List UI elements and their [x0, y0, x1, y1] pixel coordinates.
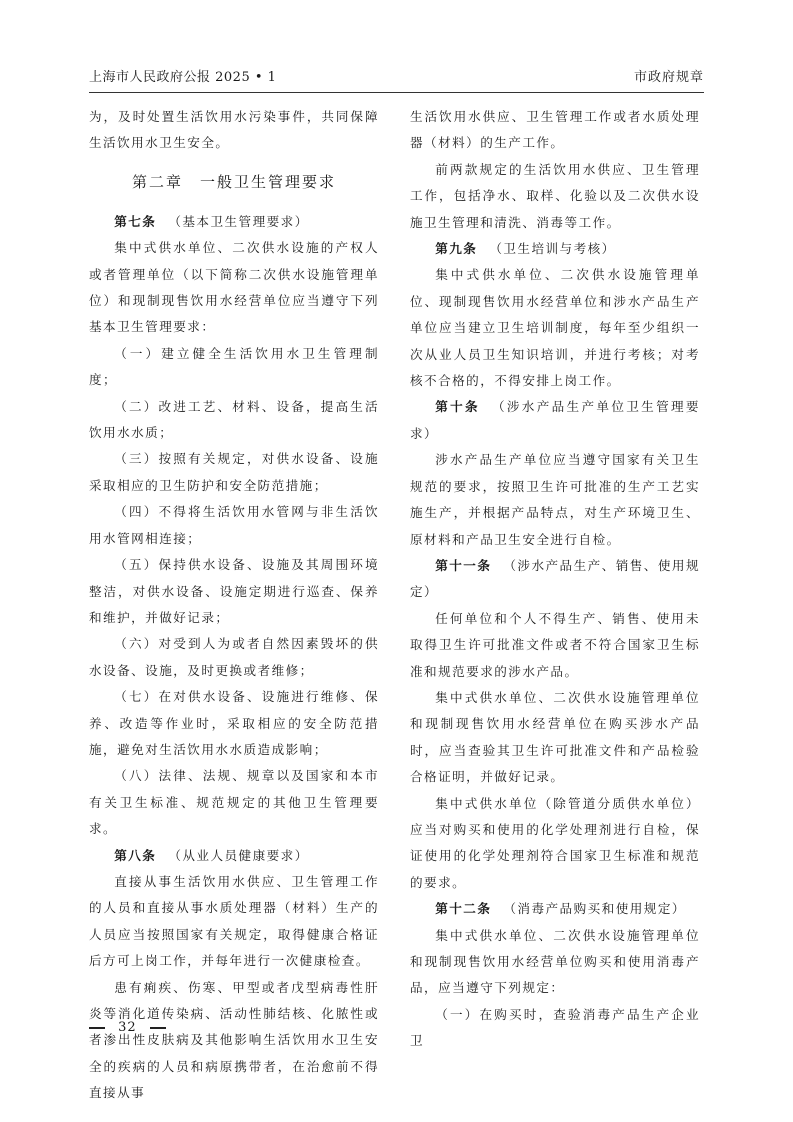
- list-item: （三）按照有关规定，对供水设备、设施采取相应的卫生防护和安全防范措施；: [89, 451, 379, 493]
- continued-paragraph: 为，及时处置生活饮用水污染事件，共同保障生活饮用水卫生安全。: [89, 109, 379, 151]
- article-number: 第十条: [435, 399, 480, 415]
- list-item: （一）建立健全生活饮用水卫生管理制度；: [89, 345, 379, 388]
- article-heading: [89, 209, 379, 235]
- footer-dash: [150, 1027, 166, 1029]
- article-heading: [410, 394, 700, 447]
- list-item: （五）保持供水设备、设施及其周围环境整洁，对供水设备、设施定期进行巡查、保养和维护，并做好记录；: [89, 557, 379, 625]
- continued-paragraph: 生活饮用水供应、卫生管理工作或者水质处理器（材料）的生产工作。: [410, 109, 700, 151]
- right-column: [410, 104, 700, 1055]
- article-heading: [410, 236, 700, 262]
- article-number: 第七条: [114, 213, 157, 229]
- article-title: （涉水产品生产单位卫生管理要求）: [410, 399, 700, 441]
- article-number: 第九条: [435, 241, 478, 257]
- list-item: （六）对受到人为或者自然因素毁坏的供水设备、设施，及时更换或者维修；: [89, 636, 379, 678]
- list-item: （八）法律、法规、规章以及国家和本市有关卫生标准、规范规定的其他卫生管理要求。: [89, 768, 379, 837]
- article-title: （从业人员健康要求）: [168, 847, 309, 863]
- article-title: （消毒产品购买和使用规定）: [503, 901, 686, 917]
- article-body: 集中式供水单位（除管道分质供水单位）应当对购买和使用的化学处理剂进行自检，保证使用的化学处理剂符合国家卫生标准和规范的要求。: [410, 795, 700, 890]
- header-divider: [89, 92, 704, 93]
- article-title: （卫生培训与考核）: [489, 241, 616, 257]
- list-item: （四）不得将生活饮用水管网与非生活饮用水管网相连接；: [89, 504, 379, 546]
- journal-title: 上海市人民政府公报 2025 • 1: [89, 70, 277, 85]
- article-body: 集中式供水单位、二次供水设施的产权人或者管理单位（以下简称二次供水设施管理单位）和现制现售饮用水经营单位应当遵守下列基本卫生管理要求：: [89, 240, 379, 335]
- article-body: 集中式供水单位、二次供水设施管理单位和现制现售饮用水经营单位在购买涉水产品时，应当查验其卫生许可批准文件和产品检验合格证明，并做好记录。: [410, 689, 700, 785]
- article-number: 第八条: [114, 847, 157, 863]
- section-label: 市政府规章: [633, 70, 704, 85]
- footer-dash: [89, 1027, 105, 1029]
- article-body: 涉水产品生产单位应当遵守国家有关卫生规范的要求，按照卫生许可批准的生产工艺实施生产，并根据产品特点，对生产环境卫生、原材料和产品卫生安全进行自检。: [410, 452, 700, 547]
- article-heading: [410, 553, 700, 606]
- article-heading: [89, 843, 379, 869]
- list-item: （一）在购买时，查验消毒产品生产企业卫: [410, 1006, 700, 1049]
- list-item: （二）改进工艺、材料、设备，提高生活饮用水水质；: [89, 398, 379, 441]
- article-number: 第十二条: [435, 901, 492, 917]
- article-body: 集中式供水单位、二次供水设施管理单位、现制现售饮用水经营单位和涉水产品生产单位应当建立卫生培训制度，每年至少组织一次从业人员卫生知识培训，并进行考核；对考核不合格的，不得安排上岗工作。: [410, 267, 700, 389]
- left-column: [89, 104, 379, 1107]
- article-body: 患有痢疾、伤寒、甲型或者戊型病毒性肝炎等消化道传染病、活动性肺结核、化脓性或者渗出性皮肤病及其他影响生活饮用水卫生安全的疾病的人员和病原携带者，在治愈前不得直接从事: [89, 979, 379, 1101]
- article-heading: [410, 896, 700, 922]
- page-header: [89, 66, 704, 90]
- page-footer: [89, 1020, 166, 1035]
- article-body: 直接从事生活饮用水供应、卫生管理工作的人员和直接从事水质处理器（材料）生产的人员应当按照国家有关规定，取得健康合格证后方可上岗工作，并每年进行一次健康检查。: [89, 873, 379, 969]
- article-number: 第十一条: [435, 557, 492, 573]
- article-body: 前两款规定的生活饮用水供应、卫生管理工作，包括净水、取样、化验以及二次供水设施卫生管理和清洗、消毒等工作。: [410, 161, 700, 230]
- article-title: （基本卫生管理要求）: [168, 213, 309, 229]
- chapter-title: 第二章 一般卫生管理要求: [131, 172, 336, 191]
- article-body: 集中式供水单位、二次供水设施管理单位和现制现售饮用水经营单位购买和使用消毒产品，应当遵守下列规定：: [410, 927, 700, 996]
- list-item: （七）在对供水设备、设施进行维修、保养、改造等作业时，采取相应的安全防范措施，避免对生活饮用水水质造成影响；: [89, 689, 379, 757]
- page-number: 32: [118, 1020, 137, 1035]
- article-title: （涉水产品生产、销售、使用规定）: [410, 557, 700, 600]
- article-body: 任何单位和个人不得生产、销售、使用未取得卫生许可批准文件或者不符合国家卫生标准和规范要求的涉水产品。: [410, 610, 700, 679]
